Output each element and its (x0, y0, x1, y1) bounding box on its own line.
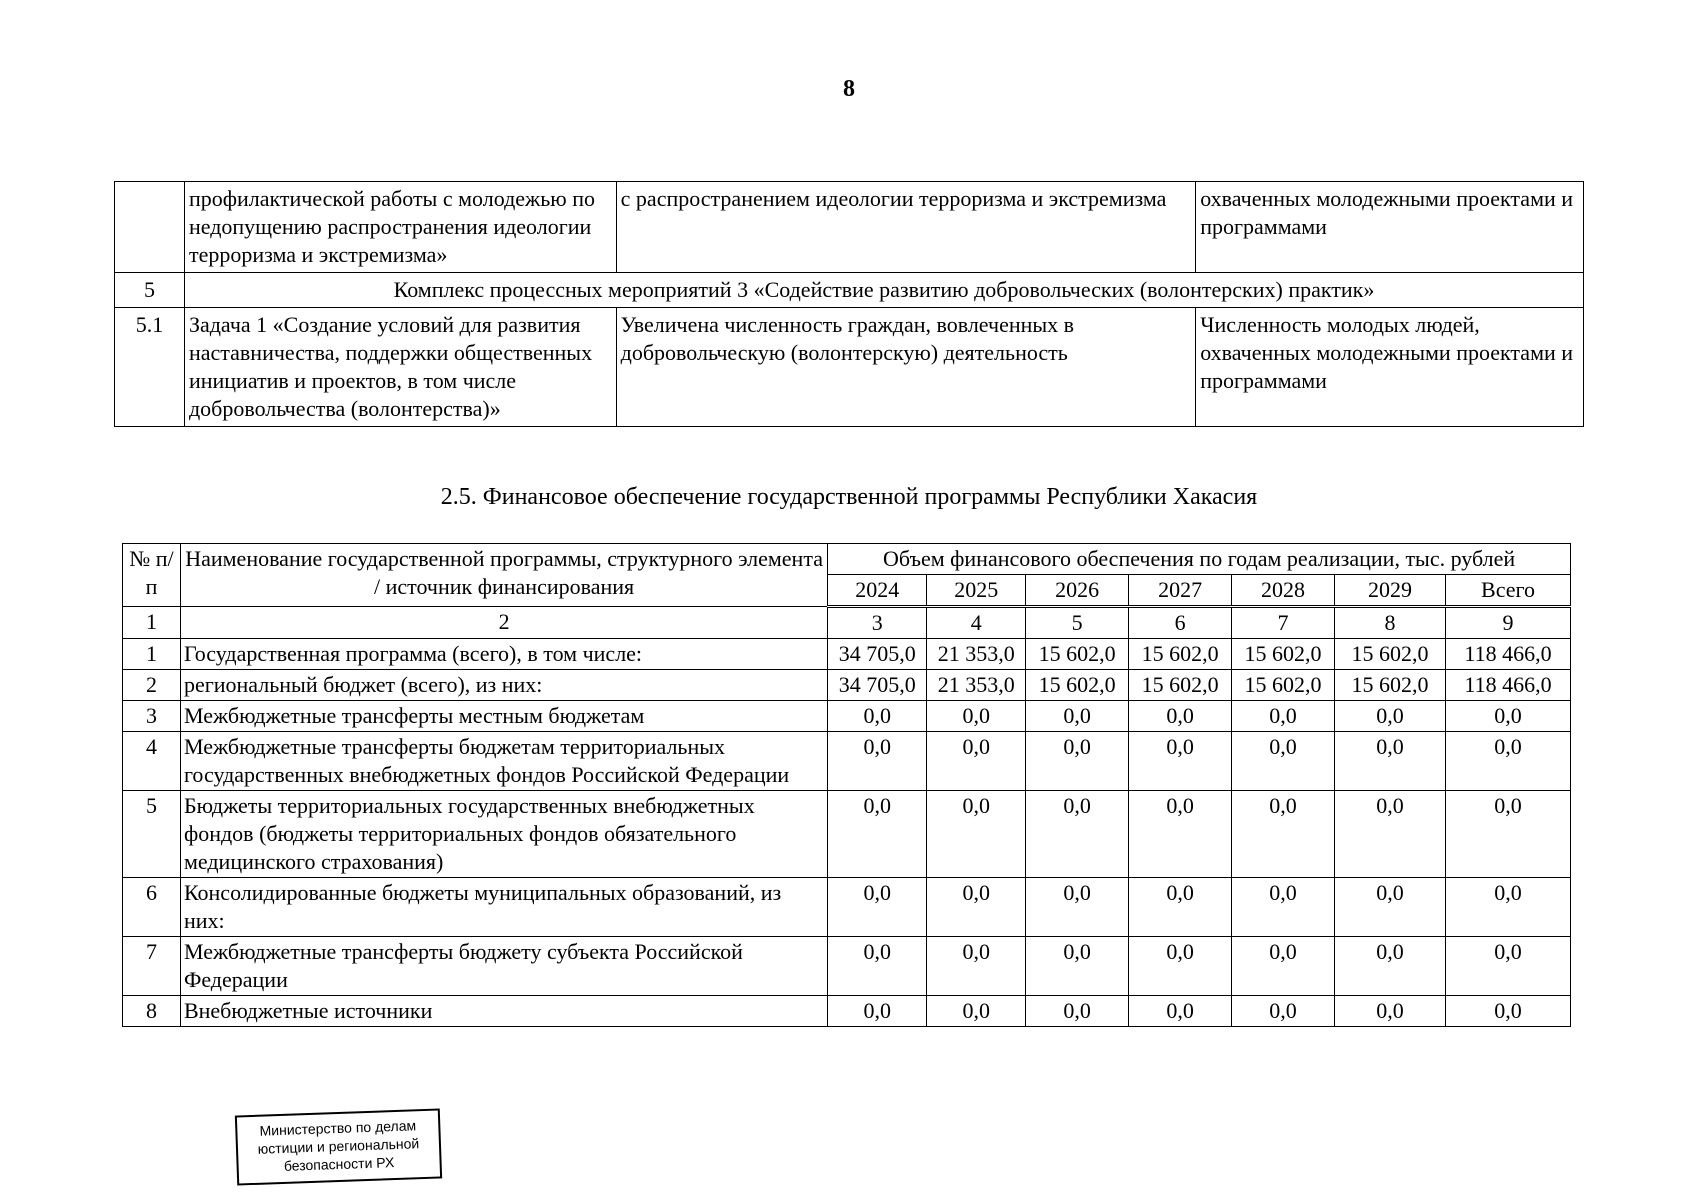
col-num-header: № п/п (123, 544, 181, 607)
year-value: 0,0 (927, 791, 1026, 878)
total-value: 0,0 (1445, 937, 1570, 996)
year-header: 2027 (1129, 575, 1232, 607)
column-index: 5 (1026, 607, 1129, 639)
year-value: 0,0 (828, 937, 927, 996)
row-number: 5 (115, 273, 185, 308)
row-name: Консолидированные бюджеты муниципальных образований, из них: (180, 878, 827, 937)
total-value: 0,0 (1445, 878, 1570, 937)
row-number: 5.1 (115, 308, 185, 427)
row-name: региональный бюджет (всего), из них: (180, 670, 827, 701)
row-number: 6 (123, 878, 181, 937)
row-name: Межбюджетные трансферты местным бюджетам (180, 701, 827, 732)
row-name: Бюджеты территориальных государственных внебюджетных фондов (бюджеты территориальных фондов обязательного медицинского страхования) (180, 791, 827, 878)
year-value: 15 602,0 (1232, 670, 1335, 701)
year-value: 0,0 (1232, 701, 1335, 732)
year-header: 2024 (828, 575, 927, 607)
year-value: 0,0 (1129, 791, 1232, 878)
finance-table (122, 543, 1571, 1027)
year-value: 15 602,0 (1335, 670, 1446, 701)
year-value: 0,0 (1129, 996, 1232, 1027)
row-name: Межбюджетные трансферты бюджету субъекта Российской Федерации (180, 937, 827, 996)
row-number: 1 (123, 639, 181, 670)
year-value: 0,0 (1335, 732, 1446, 791)
column-index: 6 (1129, 607, 1232, 639)
year-value: 0,0 (1129, 878, 1232, 937)
year-value: 0,0 (828, 791, 927, 878)
row-number: 3 (123, 701, 181, 732)
row-number: 5 (123, 791, 181, 878)
column-index: 8 (1335, 607, 1446, 639)
total-value: 0,0 (1445, 996, 1570, 1027)
year-value: 0,0 (828, 732, 927, 791)
year-value: 0,0 (1026, 701, 1129, 732)
year-value: 15 602,0 (1232, 639, 1335, 670)
year-value: 0,0 (1232, 937, 1335, 996)
col-group-header: Объем финансового обеспечения по годам реализации, тыс. рублей (828, 544, 1571, 575)
table-row (115, 273, 1584, 308)
table-row (123, 732, 1571, 791)
stamp-line: юстиции и региональной (257, 1135, 420, 1157)
year-value: 0,0 (1026, 791, 1129, 878)
total-value: 118 466,0 (1445, 639, 1570, 670)
year-value: 21 353,0 (927, 670, 1026, 701)
year-header: 2028 (1232, 575, 1335, 607)
indicator-cell: Численность молодых людей, охваченных молодежными проектами и программами (1196, 308, 1584, 427)
year-value: 0,0 (927, 937, 1026, 996)
year-value: 15 602,0 (1335, 639, 1446, 670)
year-value: 0,0 (927, 878, 1026, 937)
year-value: 0,0 (1026, 732, 1129, 791)
year-value: 0,0 (1026, 996, 1129, 1027)
year-value: 0,0 (1232, 791, 1335, 878)
year-value: 0,0 (1129, 732, 1232, 791)
ministry-stamp (235, 1108, 442, 1185)
column-index: 2 (180, 607, 827, 639)
total-value: 0,0 (1445, 791, 1570, 878)
year-header: 2029 (1335, 575, 1446, 607)
table-row (115, 308, 1584, 427)
year-value: 15 602,0 (1026, 639, 1129, 670)
year-value: 34 705,0 (828, 639, 927, 670)
stamp-line: Министерство по делам (259, 1117, 417, 1139)
year-value: 0,0 (828, 701, 927, 732)
task-cell: профилактической работы с молодежью по недопущению распространения идеологии терроризма и экстремизма» (184, 182, 616, 273)
column-index: 3 (828, 607, 927, 639)
result-cell: Увеличена численность граждан, вовлеченных в добровольческую (волонтерскую) деятельность (616, 308, 1196, 427)
page-number: 8 (843, 76, 855, 102)
year-value: 0,0 (1335, 701, 1446, 732)
year-value: 15 602,0 (1129, 670, 1232, 701)
header-row (123, 544, 1571, 575)
total-value: 118 466,0 (1445, 670, 1570, 701)
total-value: 0,0 (1445, 701, 1570, 732)
table-row (115, 182, 1584, 273)
column-index: 7 (1232, 607, 1335, 639)
year-value: 0,0 (1335, 937, 1446, 996)
year-value: 0,0 (828, 996, 927, 1027)
year-value: 0,0 (1232, 732, 1335, 791)
top-table (114, 181, 1584, 427)
column-index: 4 (927, 607, 1026, 639)
table-row (123, 937, 1571, 996)
year-value: 0,0 (1026, 878, 1129, 937)
row-number: 8 (123, 996, 181, 1027)
row-name: Государственная программа (всего), в том числе: (180, 639, 827, 670)
table-row (123, 996, 1571, 1027)
table-row (123, 670, 1571, 701)
year-value: 0,0 (1026, 937, 1129, 996)
row-name: Внебюджетные источники (180, 996, 827, 1027)
year-value: 0,0 (1335, 996, 1446, 1027)
table-row (123, 878, 1571, 937)
row-number: 4 (123, 732, 181, 791)
result-cell: с распространением идеологии терроризма и экстремизма (616, 182, 1196, 273)
year-value: 0,0 (1129, 701, 1232, 732)
finance-body (123, 639, 1571, 1027)
row-number: 7 (123, 937, 181, 996)
indicator-cell: охваченных молодежными проектами и программами (1196, 182, 1584, 273)
year-header: 2026 (1026, 575, 1129, 607)
year-value: 0,0 (1129, 937, 1232, 996)
year-value: 0,0 (1335, 878, 1446, 937)
year-value: 15 602,0 (1129, 639, 1232, 670)
table-row (123, 791, 1571, 878)
column-index: 9 (1445, 607, 1570, 639)
year-value: 21 353,0 (927, 639, 1026, 670)
row-number: 2 (123, 670, 181, 701)
table-row (123, 701, 1571, 732)
year-value: 0,0 (1335, 791, 1446, 878)
year-value: 0,0 (1232, 996, 1335, 1027)
year-value: 0,0 (927, 996, 1026, 1027)
total-header: Всего (1445, 575, 1570, 607)
row-number (115, 182, 185, 273)
column-index: 1 (123, 607, 181, 639)
task-cell: Задача 1 «Создание условий для развития наставничества, поддержки общественных инициатив и проектов, в том числе добровольчества (волонтерства)» (184, 308, 616, 427)
year-value: 0,0 (927, 701, 1026, 732)
table-row (123, 639, 1571, 670)
year-value: 0,0 (1232, 878, 1335, 937)
year-value: 15 602,0 (1026, 670, 1129, 701)
total-value: 0,0 (1445, 732, 1570, 791)
complex-cell: Комплекс процессных мероприятий 3 «Содействие развитию добровольческих (волонтерских) практик» (184, 273, 1583, 308)
row-name: Межбюджетные трансферты бюджетам территориальных государственных внебюджетных фондов Российской Федерации (180, 732, 827, 791)
section-title: 2.5. Финансовое обеспечение государственной программы Республики Хакасия (440, 484, 1258, 510)
year-value: 0,0 (927, 732, 1026, 791)
year-header: 2025 (927, 575, 1026, 607)
year-value: 34 705,0 (828, 670, 927, 701)
year-value: 0,0 (828, 878, 927, 937)
col-name-header: Наименование государственной программы, структурного элемента / источник финансирования (180, 544, 827, 607)
column-index-row (123, 607, 1571, 639)
stamp-line: безопасности РХ (283, 1154, 395, 1174)
